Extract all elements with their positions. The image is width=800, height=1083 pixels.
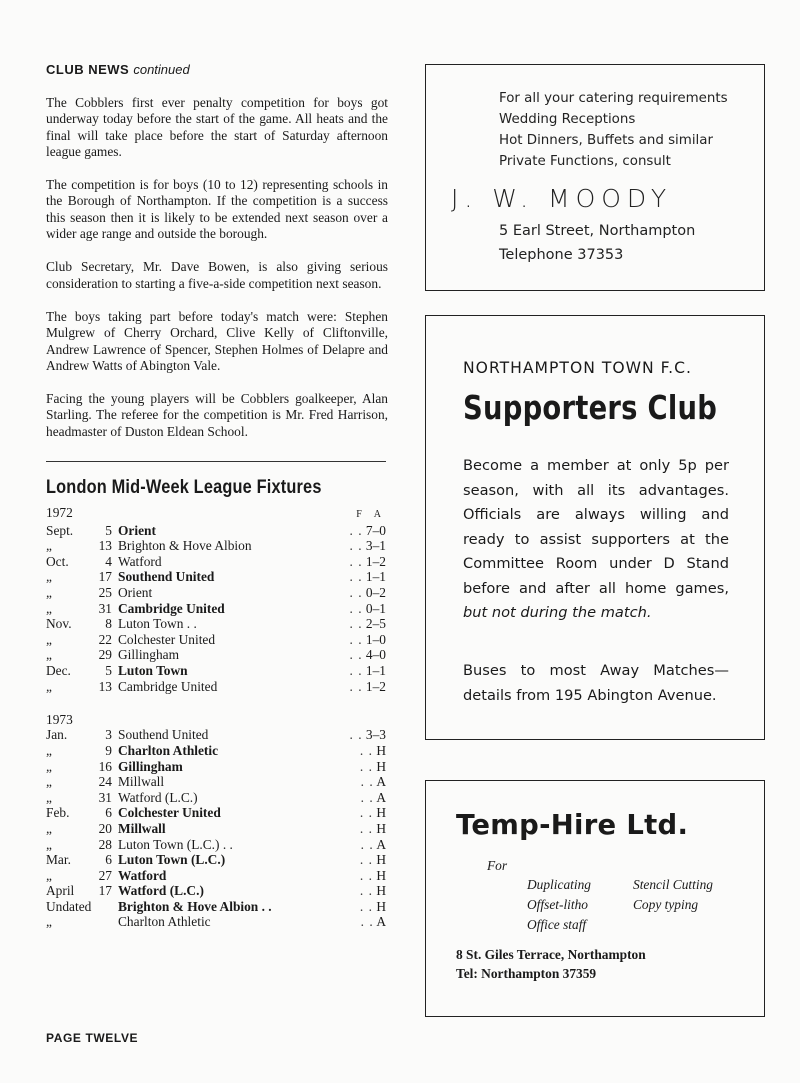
fixture-opponent: Millwall — [118, 774, 165, 790]
fixture-team-cell — [118, 585, 324, 601]
fixture-result: H — [376, 805, 386, 821]
club-news-title: CLUB NEWS — [46, 62, 130, 77]
moody-contact — [499, 219, 695, 267]
fixture-month: „ — [46, 585, 52, 601]
fixture-result-cell — [324, 899, 386, 915]
fixture-result-cell — [324, 868, 386, 884]
fixture-day — [98, 914, 118, 930]
fixture-month: „ — [46, 867, 52, 883]
club-news-paragraph-2: The competition is for boys (10 to 12) representing schools in the Borough of Northampton. If the competition is a success this season then it is likely to be extended next season over a wider age range and outside the borough. — [46, 177, 388, 242]
club-news-paragraph-1: The Cobblers first ever penalty competition for boys got underway today before the start of the game. All heats and the final will take place before the start of Saturday afternoon league games. — [46, 95, 388, 159]
fixture-result-cell — [324, 538, 386, 554]
service-item: Office staff — [527, 917, 587, 932]
temp-hire-telephone: Tel: Northampton 37359 — [456, 966, 597, 981]
moody-telephone: Telephone 37353 — [499, 247, 624, 263]
fixture-day: 8 — [105, 616, 112, 632]
fixture-month: „ — [46, 569, 52, 585]
fixture-row — [46, 883, 386, 899]
leader-dots: . . — [349, 647, 363, 663]
fixture-month: Nov. — [46, 616, 72, 632]
fixture-team-cell — [118, 523, 324, 539]
leader-dots: . . — [359, 742, 373, 758]
fixture-row — [46, 647, 386, 663]
fixture-team-cell — [118, 821, 324, 837]
fixture-opponent: Watford — [118, 867, 167, 883]
leader-dots: . . — [359, 852, 373, 868]
fixtures-title: London Mid-Week League Fixtures — [46, 477, 322, 499]
fixture-opponent: Charlton Athletic — [118, 914, 211, 930]
supporters-club-body — [463, 454, 729, 626]
moody-intro — [499, 88, 728, 172]
leader-dots: . . — [359, 883, 373, 899]
fixture-result-cell — [324, 727, 386, 743]
fixture-opponent: Brighton & Hove Albion . . — [118, 898, 272, 914]
fixture-opponent: Watford — [118, 553, 162, 569]
fixture-result-cell — [324, 601, 386, 617]
fixture-day: 3 — [105, 727, 112, 743]
fixture-result-cell — [324, 743, 386, 759]
club-news-continued: continued — [133, 62, 190, 77]
fixture-day: 29 — [98, 647, 112, 663]
club-news-heading — [46, 62, 388, 77]
for-against-header — [324, 710, 386, 728]
fixture-row — [46, 523, 386, 539]
fixture-opponent: Watford (L.C.) — [118, 883, 204, 899]
year-gap — [46, 694, 386, 710]
year-label: 1972 — [46, 505, 73, 521]
fixture-opponent: Cambridge United — [118, 600, 225, 616]
fixture-team-cell — [118, 774, 324, 790]
fixture-row — [46, 585, 386, 601]
fixture-day: 5 — [105, 662, 112, 678]
fixture-opponent: Southend United — [118, 727, 209, 743]
fixture-month: „ — [46, 774, 52, 790]
fixture-team-cell — [118, 647, 324, 663]
fixture-month: „ — [46, 820, 52, 836]
club-news-column — [46, 62, 388, 930]
fixture-result-cell — [324, 679, 386, 695]
fixture-day: 24 — [98, 774, 112, 790]
fixture-row — [46, 601, 386, 617]
fixture-day: 20 — [98, 820, 112, 836]
fixture-team-cell — [118, 790, 324, 806]
fixture-result: 1–1 — [365, 569, 386, 585]
fixture-team-cell — [118, 679, 324, 695]
fixture-result-cell — [324, 759, 386, 775]
page-number: PAGE TWELVE — [46, 1031, 139, 1045]
leader-dots: . . — [359, 898, 373, 914]
supporters-body-text: Become a member at only 5p per season, with all its advantages. Officials are always willing and ready to assist supporters at the Committee Room under D Stand before and after all home games, — [463, 457, 729, 597]
service-item: Duplicating — [527, 877, 591, 892]
fixture-result-cell — [324, 805, 386, 821]
leader-dots: . . — [349, 727, 363, 743]
temp-hire-services-col2 — [633, 875, 713, 915]
fixture-opponent: Orient — [118, 522, 156, 538]
service-item: Copy typing — [633, 897, 699, 912]
fixture-result: H — [376, 758, 386, 774]
fixture-day: 17 — [98, 569, 112, 585]
leader-dots: . . — [359, 820, 373, 836]
fixture-row — [46, 759, 386, 775]
fixture-month: „ — [46, 647, 52, 663]
fixture-result: 0–2 — [365, 585, 386, 601]
fixture-result-cell — [324, 569, 386, 585]
fixture-day: 17 — [98, 883, 112, 899]
fixture-team-cell — [118, 837, 324, 853]
leader-dots: . . — [349, 585, 363, 601]
fixture-row — [46, 805, 386, 821]
leader-dots: . . — [349, 631, 363, 647]
moody-address: 5 Earl Street, Northampton — [499, 223, 696, 239]
for-against-header: F A — [356, 509, 386, 521]
fixtures-table — [46, 503, 386, 930]
fixture-row — [46, 743, 386, 759]
fixture-team-cell — [118, 663, 324, 679]
fixture-day — [98, 899, 118, 915]
fixture-result-cell — [324, 523, 386, 539]
fixture-month: Jan. — [46, 727, 68, 743]
fixture-row — [46, 663, 386, 679]
fixture-month: „ — [46, 678, 52, 694]
fixture-team-cell — [118, 538, 324, 554]
fixture-day: 9 — [105, 742, 112, 758]
fixture-result-cell — [324, 616, 386, 632]
fixture-result-cell — [324, 790, 386, 806]
fixture-result: 3–3 — [365, 727, 386, 743]
fixture-opponent: Orient — [118, 585, 153, 601]
fixture-opponent: Charlton Athletic — [118, 742, 219, 758]
fixture-result-cell — [324, 821, 386, 837]
fixture-month: Undated — [46, 898, 92, 914]
fixture-opponent: Colchester United — [118, 631, 216, 647]
fixture-result-cell — [324, 914, 386, 930]
fixture-day: 22 — [98, 631, 112, 647]
year-label: 1973 — [46, 711, 73, 727]
fixture-row — [46, 837, 386, 853]
fixture-result: 7–0 — [365, 522, 386, 538]
fixture-opponent: Watford (L.C.) — [118, 789, 198, 805]
fixture-day: 6 — [105, 852, 112, 868]
fixture-row — [46, 538, 386, 554]
fixture-opponent: Luton Town (L.C.) . . — [118, 836, 233, 852]
fixture-result: 0–1 — [365, 600, 386, 616]
fixture-result: 2–5 — [365, 616, 386, 632]
fixture-month: „ — [46, 758, 52, 774]
fixture-team-cell — [118, 601, 324, 617]
moody-intro-line: Hot Dinners, Buffets and similar — [499, 133, 713, 148]
fixture-result: A — [376, 789, 386, 805]
fixture-team-cell — [118, 569, 324, 585]
fixture-team-cell — [118, 883, 324, 899]
fixture-opponent: Gillingham — [118, 758, 183, 774]
fixture-team-cell — [118, 852, 324, 868]
fixture-row — [46, 616, 386, 632]
fixture-result: A — [376, 836, 386, 852]
leader-dots: . . — [359, 805, 373, 821]
fixture-month: „ — [46, 789, 52, 805]
fixture-month: Dec. — [46, 662, 71, 678]
moody-intro-line: Private Functions, consult — [499, 154, 671, 169]
temp-hire-address: 8 St. Giles Terrace, Northampton — [456, 947, 646, 962]
temp-hire-contact — [456, 945, 646, 983]
moody-name: J. W. MOODY — [451, 184, 673, 213]
moody-catering-ad — [425, 64, 765, 291]
leader-dots: . . — [359, 867, 373, 883]
leader-dots: . . — [349, 522, 363, 538]
supporters-body-italic: but not during the match. — [463, 604, 652, 621]
fixture-row — [46, 899, 386, 915]
fixture-team-cell — [118, 616, 324, 632]
fixture-opponent: Luton Town . . — [118, 616, 197, 632]
fixture-day: 28 — [98, 836, 112, 852]
fixture-team-cell — [118, 805, 324, 821]
section-divider — [46, 461, 386, 462]
fixture-day: 4 — [105, 553, 112, 569]
club-news-paragraph-3: Club Secretary, Mr. Dave Bowen, is also giving serious consideration to starting a five-a-side competition next season. — [46, 259, 388, 291]
club-news-paragraph-4: The boys taking part before today's match were: Stephen Mulgrew of Cherry Orchard, Clive Kelly of Cliftonville, Andrew Lawrence of Spencer, Stephen Holmes of Delapre and Andrew Watts of Abington Vale. — [46, 308, 388, 373]
fixture-row — [46, 727, 386, 743]
moody-intro-line: Wedding Receptions — [499, 112, 636, 127]
leader-dots: . . — [349, 600, 363, 616]
fixture-month: Sept. — [46, 522, 74, 538]
leader-dots: . . — [360, 836, 374, 852]
fixture-result-cell — [324, 554, 386, 570]
fixture-opponent: Brighton & Hove Albion — [118, 538, 252, 554]
fixture-month: April — [46, 883, 75, 899]
fixture-day: 25 — [98, 585, 112, 601]
fixture-day: 31 — [98, 600, 112, 616]
leader-dots: . . — [359, 758, 373, 774]
moody-intro-line: For all your catering requirements — [499, 91, 728, 106]
supporters-buses-info: Buses to most Away Matches—details from 195 Abington Avenue. — [463, 662, 729, 704]
club-news-paragraph-5: Facing the young players will be Cobblers goalkeeper, Alan Starling. The referee for the competition is Mr. Fred Harrison, headmaster of Duston Eldean School. — [46, 391, 388, 439]
fixture-team-cell — [118, 743, 324, 759]
fixture-day: 5 — [105, 522, 112, 538]
fixture-opponent: Cambridge United — [118, 678, 218, 694]
fixture-day: 27 — [98, 867, 112, 883]
fixture-result: A — [376, 774, 386, 790]
fixture-result-cell — [324, 647, 386, 663]
fixture-result-cell — [324, 774, 386, 790]
fixture-month: Mar. — [46, 852, 71, 868]
fixture-day: 16 — [98, 758, 112, 774]
fixture-row — [46, 554, 386, 570]
fixture-result: H — [376, 820, 386, 836]
fixture-row — [46, 569, 386, 585]
fixture-result-cell — [324, 663, 386, 679]
supporters-club-ad — [425, 315, 765, 740]
service-item: Stencil Cutting — [633, 877, 713, 892]
fixture-result: 1–2 — [365, 678, 386, 694]
leader-dots: . . — [360, 789, 374, 805]
leader-dots: . . — [349, 616, 363, 632]
fixture-team-cell — [118, 759, 324, 775]
fixture-result: 1–1 — [365, 662, 386, 678]
fixture-opponent: Luton Town — [118, 662, 188, 678]
fixture-result-cell — [324, 632, 386, 648]
fixture-opponent: Southend United — [118, 569, 215, 585]
leader-dots: . . — [349, 662, 363, 678]
temp-hire-title: Temp-Hire Ltd. — [456, 808, 689, 841]
fixture-result: H — [376, 742, 386, 758]
fixture-row — [46, 821, 386, 837]
fixture-result: 3–1 — [365, 538, 386, 554]
leader-dots: . . — [360, 774, 374, 790]
fixture-result-cell — [324, 883, 386, 899]
fixture-result: 1–2 — [365, 553, 386, 569]
fixture-row — [46, 632, 386, 648]
fixture-result: H — [376, 867, 386, 883]
service-item: Offset-litho — [527, 897, 588, 912]
fixture-opponent: Gillingham — [118, 647, 179, 663]
leader-dots: . . — [349, 553, 363, 569]
leader-dots: . . — [360, 914, 374, 930]
fixture-result-cell — [324, 585, 386, 601]
fixture-day: 6 — [105, 805, 112, 821]
fixture-month: „ — [46, 914, 52, 930]
leader-dots: . . — [349, 538, 363, 554]
fixture-month: „ — [46, 631, 52, 647]
fixture-row — [46, 868, 386, 884]
fixture-result: H — [376, 883, 386, 899]
leader-dots: . . — [349, 569, 363, 585]
fixture-team-cell — [118, 632, 324, 648]
fixture-row — [46, 774, 386, 790]
fixture-day: 13 — [98, 678, 112, 694]
fixture-team-cell — [118, 727, 324, 743]
fixture-month: Oct. — [46, 553, 69, 569]
fixture-month: Feb. — [46, 805, 70, 821]
fixture-month: „ — [46, 836, 52, 852]
supporters-club-title: Supporters Club — [463, 388, 718, 427]
fixture-day: 13 — [98, 538, 112, 554]
fixture-team-cell — [118, 914, 324, 930]
fixture-row — [46, 679, 386, 695]
fixture-row — [46, 852, 386, 868]
year-row — [46, 503, 386, 523]
fixture-result: 4–0 — [365, 647, 386, 663]
fixture-opponent: Luton Town (L.C.) — [118, 852, 226, 868]
fixture-team-cell — [118, 554, 324, 570]
fixture-result-cell — [324, 837, 386, 853]
year-row — [46, 710, 386, 728]
supporters-club-name: NORTHAMPTON TOWN F.C. — [463, 359, 692, 377]
fixture-month: „ — [46, 600, 52, 616]
fixture-opponent: Colchester United — [118, 805, 221, 821]
fixture-result: H — [376, 852, 386, 868]
fixture-result: 1–0 — [365, 631, 386, 647]
fixture-result-cell — [324, 852, 386, 868]
fixture-month: „ — [46, 538, 52, 554]
fixture-day: 31 — [98, 789, 112, 805]
fixture-row — [46, 790, 386, 806]
fixture-row — [46, 914, 386, 930]
temp-hire-services — [527, 875, 713, 935]
temp-hire-for: For — [487, 858, 508, 873]
temp-hire-ad — [425, 780, 765, 1017]
fixture-opponent: Millwall — [118, 820, 166, 836]
fixture-month: „ — [46, 742, 52, 758]
fixture-result: A — [376, 914, 386, 930]
fixture-result: H — [376, 898, 386, 914]
leader-dots: . . — [349, 678, 363, 694]
fixture-team-cell — [118, 899, 324, 915]
fixture-team-cell — [118, 868, 324, 884]
